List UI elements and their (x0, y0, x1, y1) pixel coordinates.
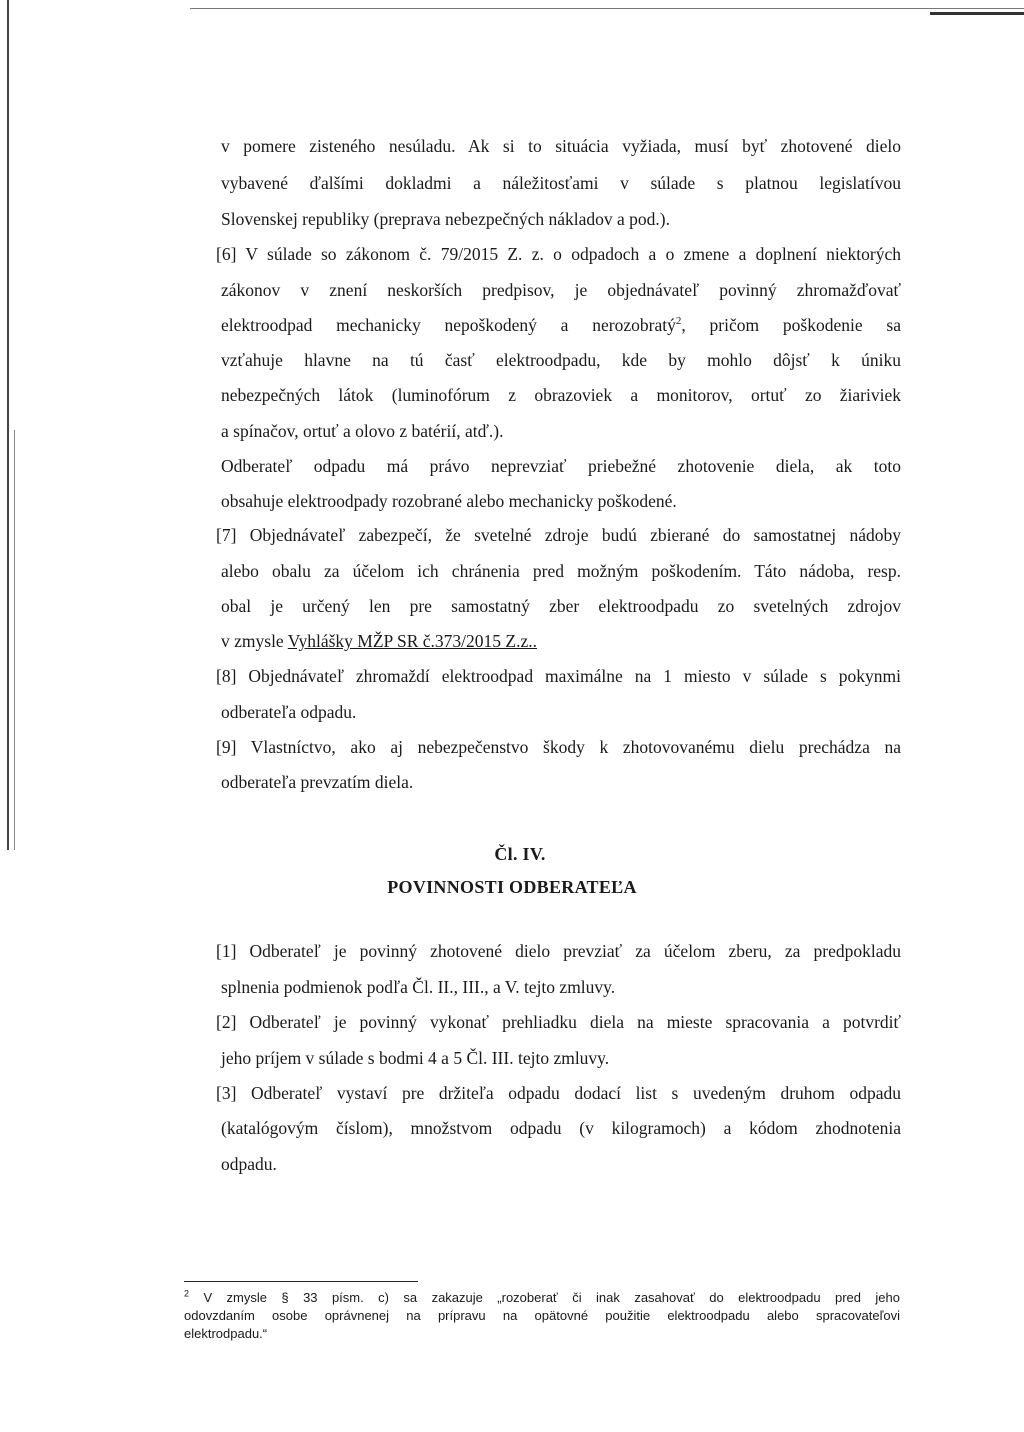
body-line: Odberateľ odpadu má právo neprevziať priebežné zhotovenie diela, ak toto (221, 456, 901, 476)
footnote-marker: 2 (184, 1288, 190, 1299)
body-line: vybavené ďalšími dokladmi a náležitosťami v súlade s platnou legislatívou (221, 173, 901, 193)
paragraph-number: [2] (216, 1012, 237, 1032)
body-text: Odberateľ vystaví pre držiteľa odpadu dodací list s uvedeným druhom odpadu (251, 1083, 901, 1103)
body-text: Odberateľ je povinný zhotovené dielo prevziať za účelom zberu, za predpokladu (249, 941, 901, 961)
body-line: a spínačov, ortuť a olovo z batérií, atď.). (221, 421, 504, 441)
body-line: odberateľa prevzatím diela. (221, 772, 414, 792)
body-line: jeho príjem v súlade s bodmi 4 a 5 Čl. III. tejto zmluvy. (221, 1048, 610, 1068)
body-text: elektroodpad mechanicky nepoškodený a nerozobratý (221, 315, 676, 335)
body-line: odberateľa odpadu. (221, 702, 357, 722)
art4-paragraph-2-first-line (216, 1011, 901, 1033)
body-line: v pomere zisteného nesúladu. Ak si to situácia vyžiada, musí byť zhotovené dielo (221, 136, 901, 156)
paragraph-number: [6] (216, 244, 237, 264)
regulation-reference: Vyhlášky MŽP SR č.373/2015 Z.z.. (287, 631, 537, 651)
paragraph-8-first-line (216, 665, 901, 687)
footnote-text: V zmysle § 33 písm. c) sa zakazuje „rozoberať či inak zasahovať do elektroodpadu pred jeho (203, 1290, 900, 1305)
body-text: Odberateľ je povinný vykonať prehliadku diela na mieste spracovania a potvrdiť (249, 1012, 901, 1032)
body-line: (katalógovým číslom), množstvom odpadu (v kilogramoch) a kódom zhodnotenia (221, 1118, 901, 1138)
paragraph-number: [8] (216, 666, 237, 686)
paragraph-number: [3] (216, 1083, 237, 1103)
body-text: v zmysle (221, 631, 288, 651)
body-text: Objednávateľ zhromaždí elektroodpad maximálne na 1 miesto v súlade s pokynmi (248, 666, 902, 686)
footnote-separator (184, 1281, 418, 1282)
paragraph-9-first-line (216, 736, 901, 758)
paragraph-number: [9] (216, 737, 237, 757)
body-line: odpadu. (221, 1154, 277, 1174)
art4-paragraph-3-first-line (216, 1082, 901, 1104)
footnote-line (184, 1290, 900, 1306)
body-line: alebo obalu za účelom ich chránenia pred možným poškodením. Táto nádoba, resp. (221, 561, 901, 581)
footnote-line: elektrodpadu.“ (184, 1326, 268, 1341)
footnote-reference: 2 (675, 315, 682, 328)
body-text: V súlade so zákonom č. 79/2015 Z. z. o odpadoch a o zmene a doplnení niektorých (245, 244, 901, 264)
body-line: Slovenskej republiky (preprava nebezpečných nákladov a pod.). (221, 209, 671, 229)
body-line: nebezpečných látok (luminofórum z obrazoviek a monitorov, ortuť zo žiariviek (221, 385, 901, 405)
paragraph-7-first-line (216, 524, 901, 546)
body-text: Vlastníctvo, ako aj nebezpečenstvo škody k zhotovovanému dielu prechádza na (250, 737, 901, 757)
body-line: zákonov v znení neskorších predpisov, je objednávateľ povinný zhromažďovať (221, 280, 901, 300)
article-title: POVINNOSTI ODBERATEĽA (387, 877, 637, 897)
body-line: splnenia podmienok podľa Čl. II., III., a V. tejto zmluvy. (221, 977, 616, 997)
art4-paragraph-1-first-line (216, 940, 901, 962)
paragraph-6-first-line (216, 243, 901, 265)
body-text: Objednávateľ zabezpečí, že svetelné zdroje budú zbierané do samostatnej nádoby (249, 525, 902, 545)
body-line (221, 630, 901, 652)
paragraph-number: [7] (216, 525, 237, 545)
body-line: vzťahuje hlavne na tú časť elektroodpadu, kde by mohlo dôjsť k úniku (221, 350, 901, 370)
body-line: obal je určený len pre samostatný zber elektroodpadu zo svetelných zdrojov (221, 596, 901, 616)
paragraph-number: [1] (216, 941, 237, 961)
body-text: , pričom poškodenie sa (681, 315, 901, 335)
body-line: obsahuje elektroodpady rozobrané alebo mechanicky poškodené. (221, 491, 677, 511)
article-number: Čl. IV. (494, 844, 546, 864)
footnote-line: odovzdaním osobe oprávnenej na prípravu na opätovné použitie elektroodpadu alebo spracovateľovi (184, 1308, 900, 1323)
body-line (221, 314, 901, 336)
